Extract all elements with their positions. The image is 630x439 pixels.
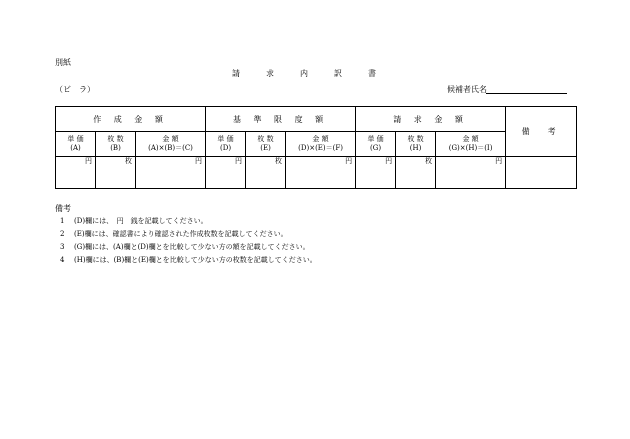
- note-number: 2: [60, 230, 65, 238]
- column-header-cell: [96, 132, 136, 157]
- entry-row: [56, 157, 577, 189]
- column-code: (E): [260, 144, 271, 152]
- column-header-cell: [56, 132, 96, 157]
- column-label: 枚 数: [257, 135, 274, 143]
- entry-cell[interactable]: 円: [56, 157, 96, 189]
- group-header-cell: 基 準 限 度 額: [206, 107, 356, 132]
- column-code: (G)×(H)＝(I): [448, 144, 493, 152]
- remarks-entry-cell[interactable]: [506, 157, 577, 189]
- column-label: 枚 数: [407, 135, 424, 143]
- column-header-cell: [246, 132, 286, 157]
- annex-label: 別紙: [55, 58, 71, 67]
- column-header-cell: [136, 132, 206, 157]
- entry-cell[interactable]: 枚: [96, 157, 136, 189]
- entry-cell[interactable]: 円: [436, 157, 506, 189]
- entry-cell[interactable]: 円: [286, 157, 356, 189]
- note-item: [60, 228, 317, 241]
- column-code: (G): [370, 144, 382, 152]
- remarks-header-cell: 備 考: [506, 107, 577, 157]
- note-item: [60, 254, 317, 267]
- note-number: 1: [60, 217, 65, 225]
- column-code: (D): [219, 144, 232, 152]
- note-number: 3: [60, 243, 65, 251]
- group-header-row: [56, 107, 577, 132]
- column-label: 単 価: [67, 135, 84, 143]
- column-label: 金 額: [462, 135, 479, 143]
- column-code: (A): [70, 144, 81, 152]
- group-header-cell: 作 成 金 額: [56, 107, 206, 132]
- column-header-cell: [286, 132, 356, 157]
- entry-cell[interactable]: 円: [206, 157, 246, 189]
- column-code: (H): [409, 144, 422, 152]
- column-label: 枚 数: [107, 135, 124, 143]
- column-header-cell: [206, 132, 246, 157]
- column-label: 金 額: [312, 135, 329, 143]
- column-header-cell: [436, 132, 506, 157]
- note-number: 4: [60, 256, 65, 264]
- note-text: (H)欄には、(B)欄と(E)欄とを比較して少ない方の枚数を記載してください。: [74, 256, 317, 264]
- column-header-row: [56, 132, 577, 157]
- column-header-cell: [396, 132, 436, 157]
- column-header-cell: [356, 132, 396, 157]
- group-header-cell: 請 求 金 額: [356, 107, 506, 132]
- column-code: (D)×(E)＝(F): [298, 144, 343, 152]
- candidate-name-line: [486, 93, 567, 94]
- note-text: (G)欄には、(A)欄と(D)欄とを比較して少ない方の額を記載してください。: [74, 243, 310, 251]
- note-item: [60, 215, 317, 228]
- note-text: (E)欄には、確認書により確認された作成枚数を記載してください。: [74, 230, 288, 238]
- column-code: (A)×(B)＝(C): [148, 144, 193, 152]
- entry-cell[interactable]: 枚: [246, 157, 286, 189]
- candidate-name-label: 候補者氏名: [447, 85, 487, 94]
- column-label: 単 価: [367, 135, 384, 143]
- column-code: (B): [110, 144, 121, 152]
- column-label: 単 価: [217, 135, 234, 143]
- invoice-breakdown-table: [55, 106, 577, 189]
- entry-cell[interactable]: 枚: [396, 157, 436, 189]
- document-title: 請求内訳書: [232, 69, 402, 78]
- entry-cell[interactable]: 円: [356, 157, 396, 189]
- column-label: 金 額: [162, 135, 179, 143]
- entry-cell[interactable]: 円: [136, 157, 206, 189]
- notes-list: [60, 215, 317, 267]
- note-text: (D)欄には、 円 銭を記載してください。: [74, 217, 208, 225]
- notes-title: 備考: [55, 204, 71, 213]
- note-item: [60, 241, 317, 254]
- document-subtitle: （ビ ラ）: [55, 85, 95, 94]
